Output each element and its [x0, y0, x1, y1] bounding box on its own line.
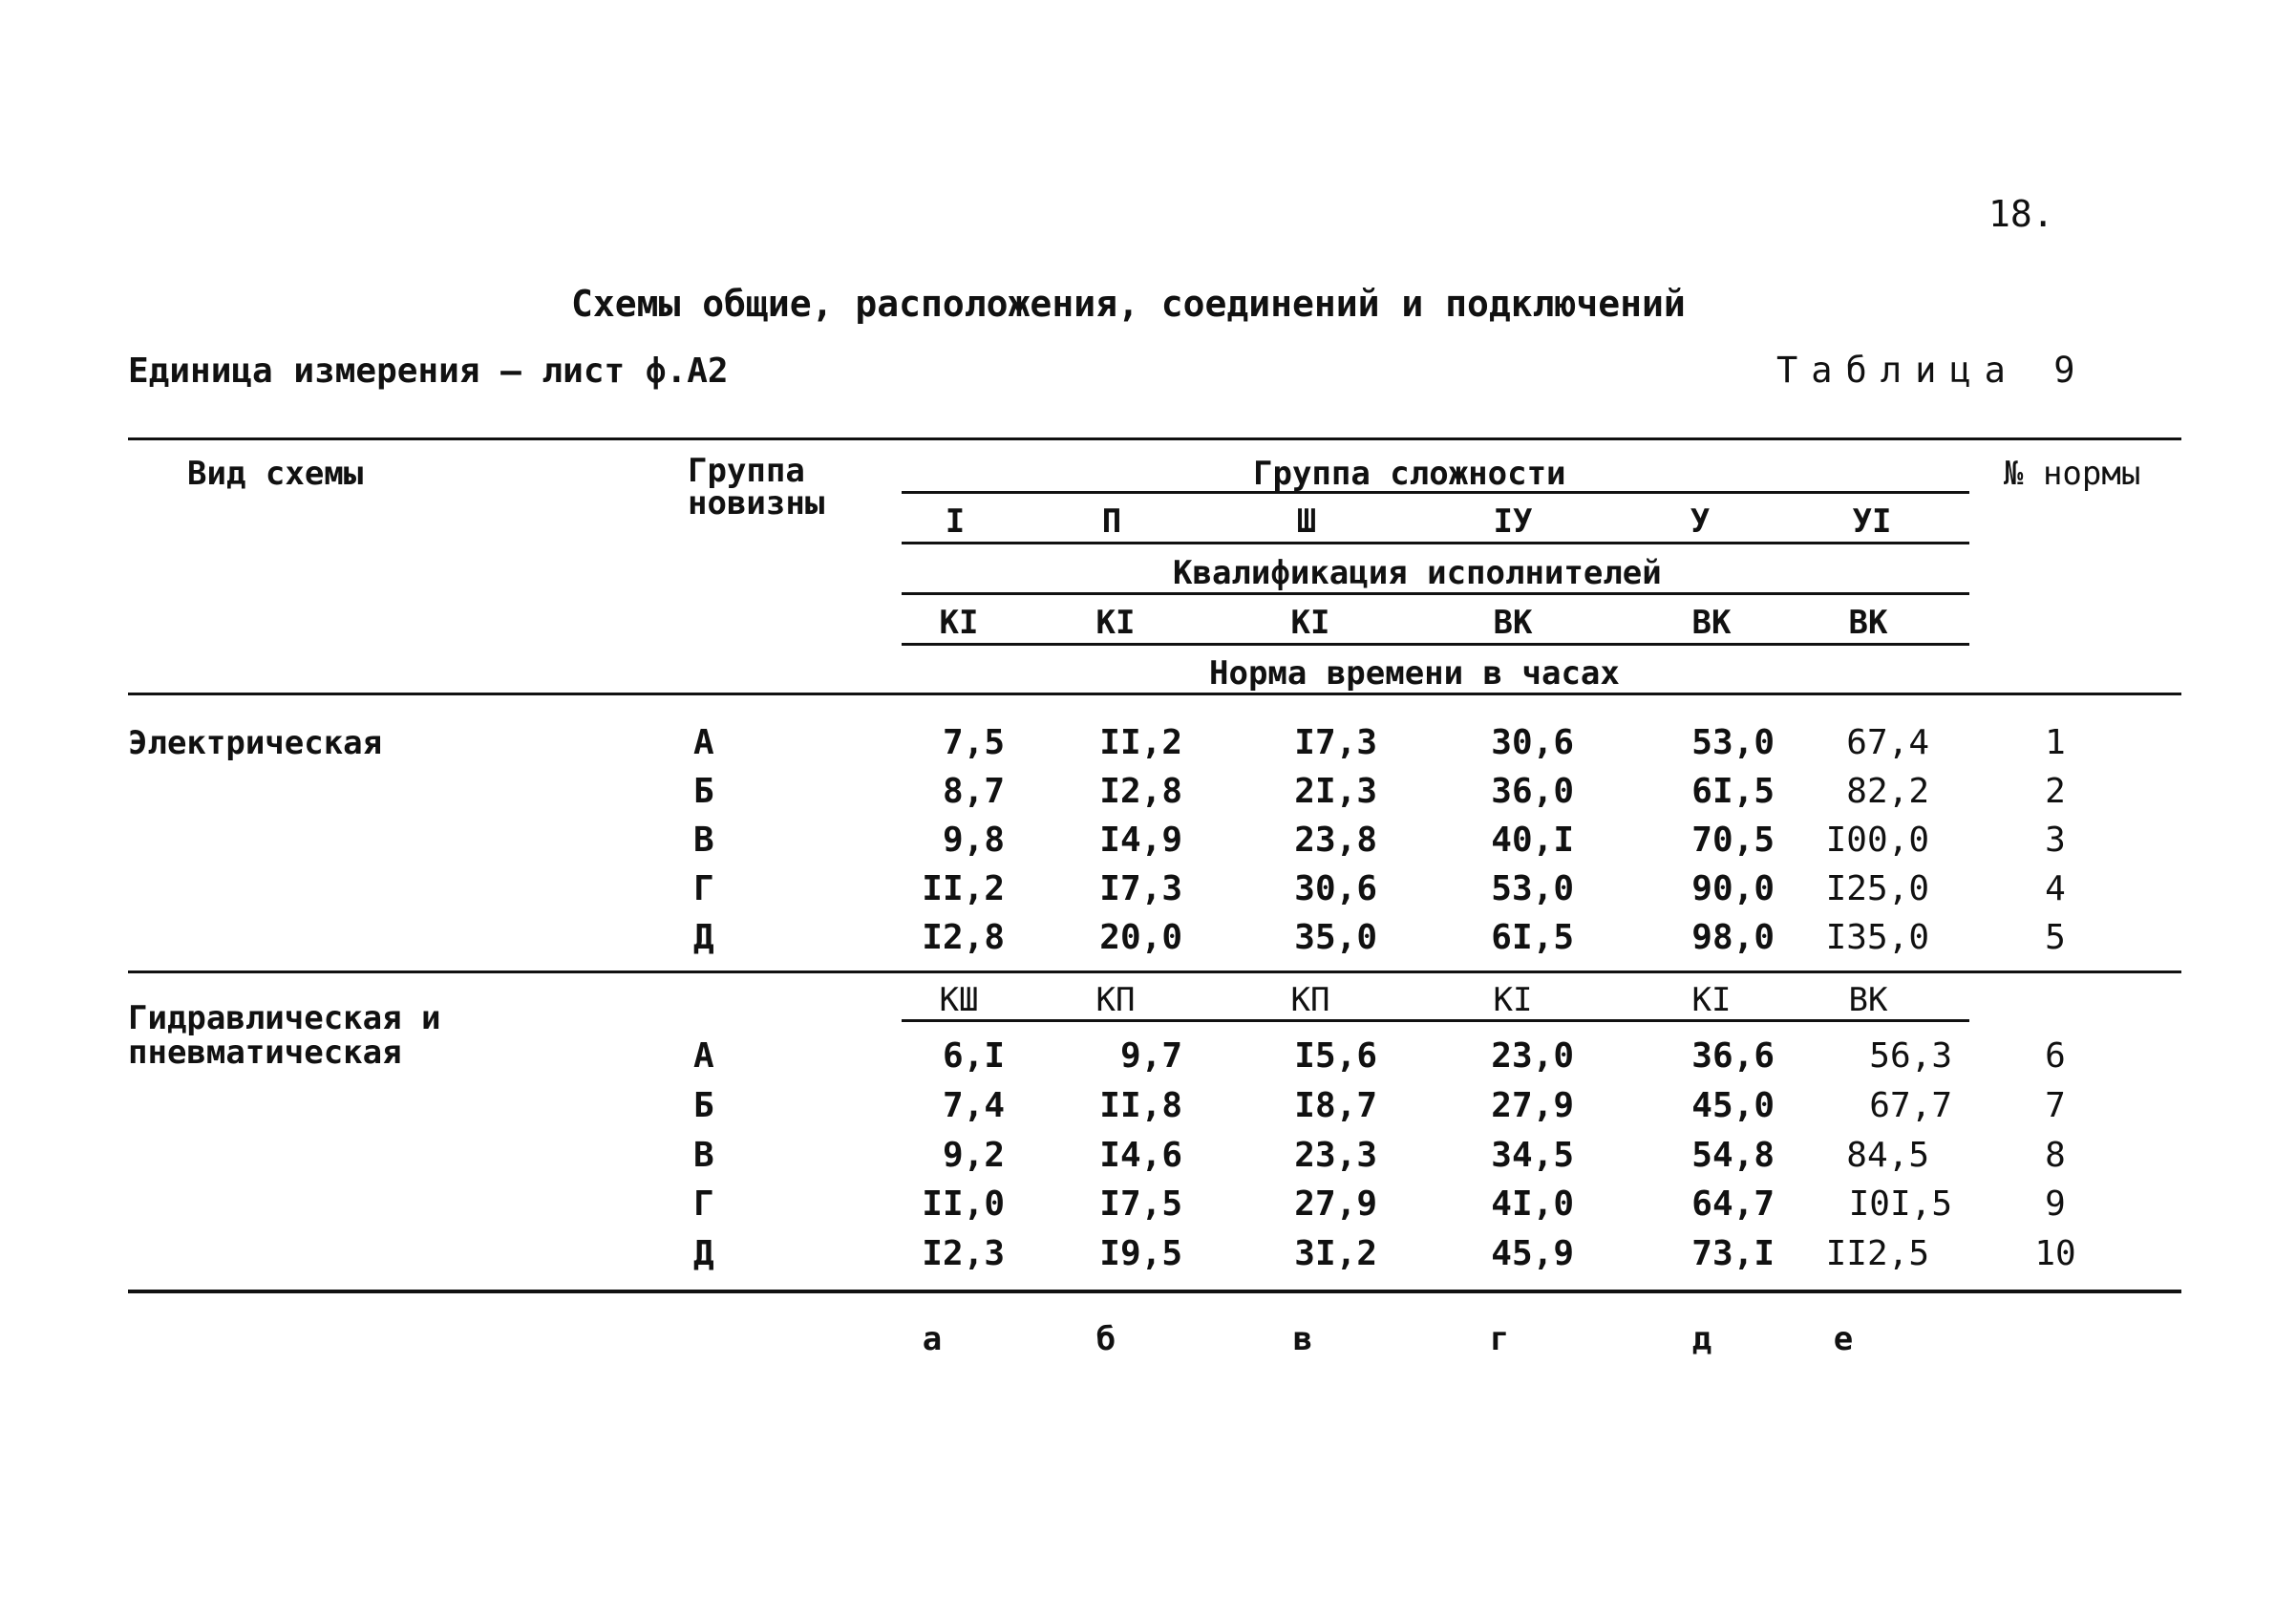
header-norm-number: № нормы [2004, 455, 2141, 493]
value-cell: II,2 [1099, 723, 1182, 762]
novelty-group-cell: В [693, 1136, 714, 1175]
value-cell: 23,0 [1491, 1036, 1574, 1076]
norm-number-cell: 2 [2045, 772, 2066, 811]
value-cell: 30,6 [1491, 723, 1574, 762]
value-cell: 9,7 [1119, 1036, 1182, 1076]
value-cell: 6I,5 [1691, 772, 1775, 811]
value-cell: 36,0 [1491, 772, 1574, 811]
qualification-2-5: КI [1691, 981, 1732, 1019]
value-cell: I7,3 [1099, 869, 1182, 908]
value-cell: I5,6 [1294, 1036, 1377, 1076]
value-cell: 7,5 [942, 723, 1005, 762]
qualification-1-6: ВК [1848, 604, 1888, 642]
value-cell: 30,6 [1294, 869, 1377, 908]
page-number: 18. [1988, 193, 2054, 235]
page-title: Схемы общие, расположения, соединений и подключений [571, 283, 1686, 325]
value-cell: 53,0 [1691, 723, 1775, 762]
column-letter-b: б [1095, 1320, 1116, 1358]
value-cell: I2,3 [922, 1234, 1005, 1273]
table-top-rule [128, 437, 2181, 440]
section-name-electric: Электрическая [128, 724, 383, 762]
norm-number-cell: 1 [2045, 723, 2066, 762]
qualification-1-2: КI [1095, 604, 1136, 642]
norm-number-cell: 4 [2045, 869, 2066, 908]
value-cell: I4,9 [1099, 821, 1182, 860]
norm-number-cell: 10 [2034, 1234, 2076, 1273]
value-cell: 2I,3 [1294, 772, 1377, 811]
header-novelty-line1: Группа [688, 452, 805, 490]
value-cell: 70,5 [1691, 821, 1775, 860]
norm-number-cell: 8 [2045, 1136, 2066, 1175]
value-cell: I4,6 [1099, 1136, 1182, 1175]
novelty-group-cell: В [693, 821, 714, 860]
header-bottom-rule [128, 693, 2181, 695]
value-cell: 45,0 [1691, 1086, 1775, 1125]
section-divider-rule [128, 970, 2181, 973]
levels-rule [902, 542, 1969, 544]
value-cell: II,2 [922, 869, 1005, 908]
value-cell: 64,7 [1691, 1184, 1775, 1224]
unit-of-measure: Единица измерения – лист ф.А2 [128, 352, 729, 391]
header-time-norm: Норма времени в часах [1209, 654, 1620, 693]
norm-number-cell: 5 [2045, 918, 2066, 957]
qualification-2-1: КШ [939, 981, 979, 1019]
qualification-1-5: ВК [1691, 604, 1732, 642]
qualification-1-3: КI [1290, 604, 1330, 642]
value-cell: 98,0 [1691, 918, 1775, 957]
value-cell: I8,7 [1294, 1086, 1377, 1125]
section2-qualification-rule [902, 1019, 1969, 1022]
qualification-rule [902, 592, 1969, 595]
value-cell: I7,5 [1099, 1184, 1182, 1224]
value-cell: 20,0 [1099, 918, 1182, 957]
qualification-2-2: КП [1095, 981, 1136, 1019]
value-cell: II,0 [922, 1184, 1005, 1224]
section-name-hydraulic-line2: пневматическая [128, 1034, 402, 1072]
value-cell: II,8 [1099, 1086, 1182, 1125]
complexity-level-2: П [1101, 502, 1122, 541]
value-cell: 23,3 [1294, 1136, 1377, 1175]
header-scheme-type: Вид схемы [187, 455, 364, 493]
table-bottom-rule [128, 1290, 2181, 1293]
table-label: Таблица 9 [1776, 350, 2089, 391]
value-cell: I25,0 [1825, 869, 1929, 908]
value-cell: 4I,0 [1491, 1184, 1574, 1224]
value-cell: 67,7 [1869, 1086, 1952, 1125]
value-cell: 6I,5 [1491, 918, 1574, 957]
value-cell: 9,8 [942, 821, 1005, 860]
column-letter-a: а [922, 1320, 943, 1358]
value-cell: 84,5 [1846, 1136, 1929, 1175]
value-cell: I00,0 [1825, 821, 1929, 860]
column-letter-g: г [1489, 1320, 1510, 1358]
value-cell: 34,5 [1491, 1136, 1574, 1175]
value-cell: I2,8 [922, 918, 1005, 957]
value-cell: 90,0 [1691, 869, 1775, 908]
value-cell: I2,8 [1099, 772, 1182, 811]
qualification-1-4: ВК [1493, 604, 1533, 642]
norm-number-cell: 9 [2045, 1184, 2066, 1224]
novelty-group-cell: Г [693, 869, 714, 908]
value-cell: 3I,2 [1294, 1234, 1377, 1273]
novelty-group-cell: Д [693, 918, 714, 957]
novelty-group-cell: Г [693, 1184, 714, 1224]
value-cell: 53,0 [1491, 869, 1574, 908]
header-novelty-group [688, 452, 825, 523]
value-cell: 6,I [942, 1036, 1005, 1076]
section-name-hydraulic [128, 1001, 441, 1070]
header-novelty-line2: новизны [688, 484, 825, 523]
norm-number-cell: 7 [2045, 1086, 2066, 1125]
complexity-level-4: IУ [1493, 502, 1533, 541]
qualification-2-3: КП [1290, 981, 1330, 1019]
header-complexity-group: Группа сложности [1253, 455, 1566, 493]
novelty-group-cell: А [693, 1036, 714, 1076]
qualification-1-1: КI [939, 604, 979, 642]
value-cell: 27,9 [1491, 1086, 1574, 1125]
complexity-level-3: Ш [1296, 502, 1317, 541]
value-cell: 35,0 [1294, 918, 1377, 957]
value-cell: I7,3 [1294, 723, 1377, 762]
novelty-group-cell: А [693, 723, 714, 762]
value-cell: I0I,5 [1848, 1184, 1952, 1224]
value-cell: I9,5 [1099, 1234, 1182, 1273]
value-cell: 73,I [1691, 1234, 1775, 1273]
value-cell: 67,4 [1846, 723, 1929, 762]
novelty-group-cell: Д [693, 1234, 714, 1273]
header-qualification: Квалификация исполнителей [1173, 554, 1662, 592]
complexity-level-5: У [1690, 502, 1711, 541]
value-cell: 45,9 [1491, 1234, 1574, 1273]
value-cell: 23,8 [1294, 821, 1377, 860]
column-letter-e: е [1833, 1320, 1854, 1358]
value-cell: 7,4 [942, 1086, 1005, 1125]
value-cell: 27,9 [1294, 1184, 1377, 1224]
value-cell: II2,5 [1825, 1234, 1929, 1273]
value-cell: 36,6 [1691, 1036, 1775, 1076]
value-cell: 8,7 [942, 772, 1005, 811]
norm-number-cell: 3 [2045, 821, 2066, 860]
norm-number-cell: 6 [2045, 1036, 2066, 1076]
value-cell: 54,8 [1691, 1136, 1775, 1175]
qualification-2-6: ВК [1848, 981, 1888, 1019]
novelty-group-cell: Б [693, 772, 714, 811]
value-cell: 82,2 [1846, 772, 1929, 811]
qualification-values-rule [902, 643, 1969, 646]
value-cell: I35,0 [1825, 918, 1929, 957]
value-cell: 56,3 [1869, 1036, 1952, 1076]
section-name-hydraulic-line1: Гидравлическая и [128, 999, 441, 1037]
value-cell: 40,I [1491, 821, 1574, 860]
column-letter-d: д [1691, 1320, 1712, 1358]
qualification-2-4: КI [1493, 981, 1533, 1019]
column-letter-v: в [1292, 1320, 1313, 1358]
complexity-level-6: УI [1852, 502, 1892, 541]
complexity-level-1: I [945, 502, 966, 541]
value-cell: 9,2 [942, 1136, 1005, 1175]
novelty-group-cell: Б [693, 1086, 714, 1125]
